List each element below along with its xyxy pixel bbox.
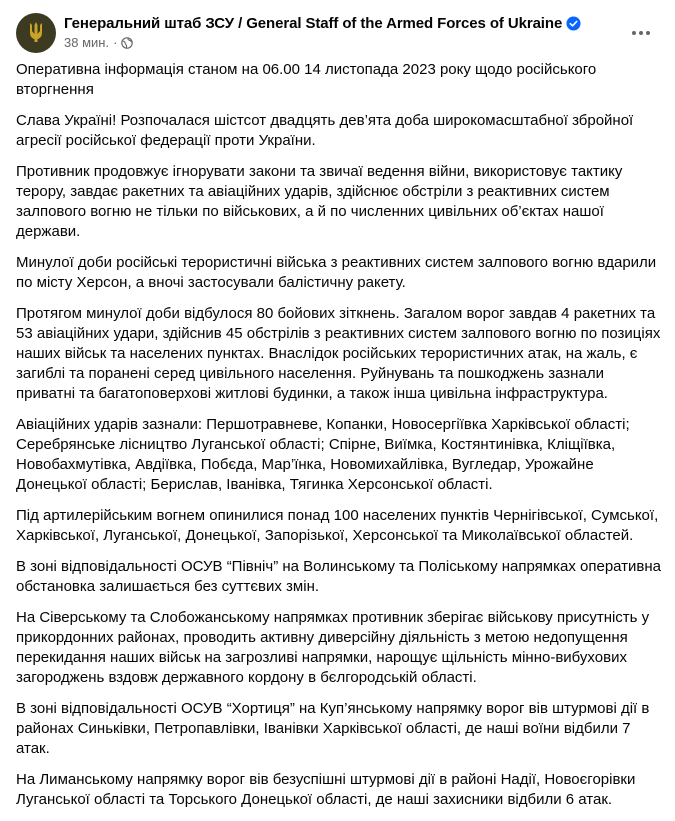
post-paragraph-headline: Оперативна інформація станом на 06.00 14 листопада 2023 року щодо російського вторгнення <box>16 61 597 98</box>
author-avatar[interactable] <box>16 13 56 53</box>
post-header <box>16 13 659 55</box>
more-options-button[interactable] <box>623 15 659 51</box>
post-paragraph: Під артилерійським вогнем опинилися понад 100 населених пунктів Чернігівської, Сумської, Харківської, Луганської, Донецької, Запорізької, Херсонської та Миколаївської областей. <box>16 507 659 544</box>
post-paragraph: Минулої доби російські терористичні війська з реактивних систем залпового вогню вдарили по місту Херсон, а вночі застосували балістичну ракету. <box>16 254 657 291</box>
more-options-dot <box>646 31 650 35</box>
trident-icon <box>23 20 49 46</box>
post-paragraph: На Сіверському та Слобожанському напрямках противник зберігає військову присутність у прикордонних районах, проводить активну диверсійну діяльність з метою недопущення перекидання наших військ на загрозливі напрямки, нарощує щільність мінно-вибухових загороджень вздовж державного кордону в бєлгородській області. <box>16 609 650 686</box>
post-meta <box>64 13 581 50</box>
author-name[interactable]: Генеральний штаб ЗСУ / General Staff of the Armed Forces of Ukraine <box>64 15 563 32</box>
post-paragraph: В зоні відповідальності ОСУВ “Північ” на Волинському та Поліському напрямках оперативна обстановка залишається без суттєвих змін. <box>16 558 662 595</box>
post-paragraph: Протягом минулої доби відбулося 80 бойових зіткнень. Загалом ворог завдав 4 ракетних та 53 авіаційних удари, здійснив 45 обстрілів з реактивних систем залпового вогню по позиціях наших військ та населених пунктах. Внаслідок російських терористичних атак, на жаль, є загиблі та поранені серед цивільного населення. Руйнувань та пошкоджень зазнали приватні та багатоповерхові житлові будинки, а також інша цивільна інфраструктура. <box>16 305 661 402</box>
post-paragraph: В зоні відповідальності ОСУВ “Хортиця” на Куп’янському напрямку ворог вів штурмові дії в районах Синьківки, Петропавлівки, Іванівки Харківської області, де наші воїни відбили 7 атак. <box>16 700 650 757</box>
post-paragraph: Противник продовжує ігнорувати закони та звичаї ведення війни, використовує тактику терору, завдає ракетних та авіаційних ударів, здійснює обстріли з реактивних систем залпового вогню не тільки по військових, а й по численних цивільних об’єктах нашої держави. <box>16 163 623 240</box>
more-options-icon <box>632 31 636 35</box>
verified-badge-icon <box>566 16 581 31</box>
more-options-dot <box>639 31 643 35</box>
separator-dot: · <box>113 35 118 50</box>
post-text <box>16 60 661 821</box>
post-paragraph: Авіаційних ударів зазнали: Першотравневе, Копанки, Новосергіївка Харківської області; Серебрянське лісництво Луганської області; Спірне, Виїмка, Костянтинівка, Кліщіївка, Новобахмутівка, Авдіївка, Побєда, Мар’їнка, Новомихайлівка, Вугледар, Урожайне Донецької області; Берислав, Іванівка, Тягинка Херсонської області. <box>16 416 630 493</box>
post-paragraph: На Лиманському напрямку ворог вів безуспішні штурмові дії в районі Надії, Новоєгорівки Луганської області та Торського Донецької області, де наші захисники відбили 6 атак. <box>16 771 636 808</box>
globe-icon[interactable] <box>121 37 133 49</box>
post-timestamp[interactable]: 38 мин. <box>64 35 110 50</box>
post-paragraph: Слава Україні! Розпочалася шістсот двадцять дев’ята доба широкомасштабної збройної агресії російської федерації проти України. <box>16 112 634 149</box>
author-row <box>64 15 581 32</box>
timestamp-row <box>64 35 581 50</box>
